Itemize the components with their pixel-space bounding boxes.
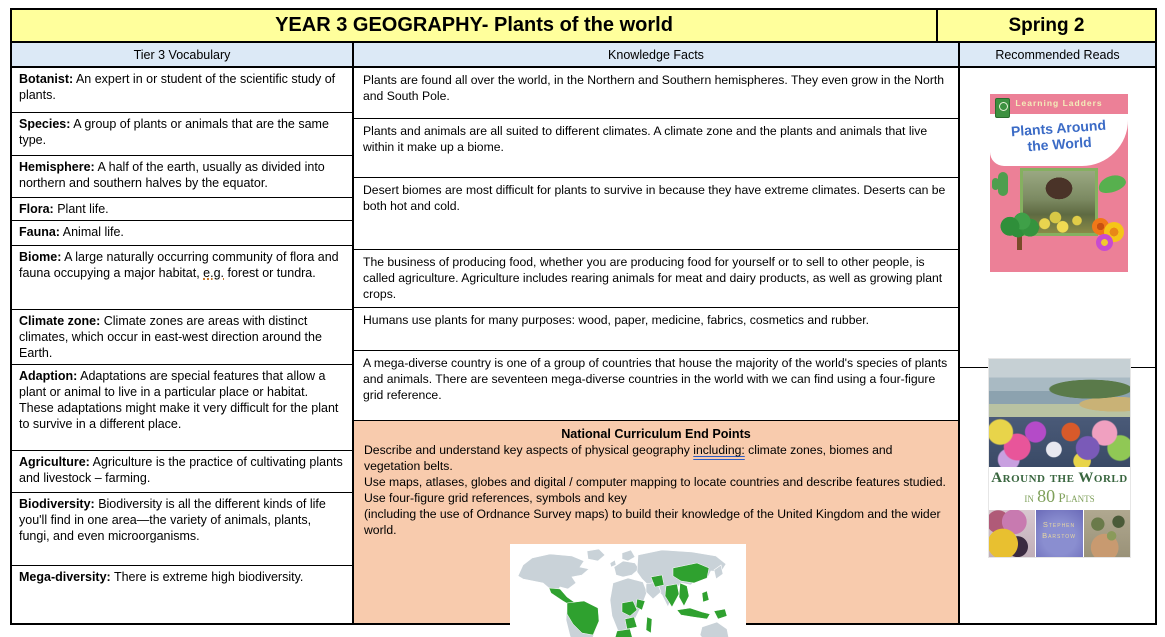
book-cover-plants-around-the-world xyxy=(990,94,1128,272)
vocab-term: Biome: xyxy=(19,250,62,264)
book2-title2-post: Plants xyxy=(1055,489,1095,505)
fact-row: A mega-diverse country is one of a group of countries that house the majority of the world's species of plants and animals. There are seventeen mega-diverse countries in the world with we can find using a four-figure grid reference. xyxy=(354,351,958,421)
tree-icon xyxy=(1000,212,1040,238)
cactus-icon xyxy=(998,172,1008,196)
vocab-term: Flora: xyxy=(19,202,54,216)
vocab-row-botanist xyxy=(12,68,352,113)
vocab-term: Biodiversity: xyxy=(19,497,95,511)
national-curriculum-title: National Curriculum End Points xyxy=(561,427,751,441)
column-header-vocabulary: Tier 3 Vocabulary xyxy=(12,43,354,66)
vocab-row-hemisphere xyxy=(12,156,352,198)
curriculum-text: climate zones, biomes and vegetation belts. xyxy=(364,443,893,474)
column-header-row xyxy=(12,43,1155,68)
vocab-def: Adaptations are special features that allow a plant or animal to live in a particular place or habitat. These adaptations might make it very difficult for the plant to survive in a different place. xyxy=(19,369,339,431)
book-cover-around-the-world-in-80-plants xyxy=(989,359,1130,557)
curriculum-text: Describe and understand key aspects of physical geography xyxy=(364,443,694,458)
book-cell-1 xyxy=(960,68,1155,368)
vocab-term: Fauna: xyxy=(19,225,60,239)
world-map-svg xyxy=(510,544,746,637)
spellcheck-marked-text: e.g. xyxy=(203,265,225,280)
fact-row: The business of producing food, whether you are producing food for yourself or to sell to other people, is called agriculture. Agriculture includes rearing animals for meat and dairy products, as well as growing plant crops. xyxy=(354,250,958,308)
leaf-icon xyxy=(1096,172,1128,196)
vocab-row-mega-diversity xyxy=(12,566,352,623)
vocab-row-fauna xyxy=(12,221,352,246)
vocab-term: Hemisphere: xyxy=(19,160,95,174)
book2-photo-strip xyxy=(989,510,1130,557)
vocab-def: forest or tundra. xyxy=(224,265,316,280)
vocab-def: Animal life. xyxy=(59,225,124,239)
book2-title-line1: Around the World xyxy=(991,470,1128,486)
learning-ladders-logo-icon xyxy=(995,98,1010,118)
vocab-def: There is extreme high biodiversity. xyxy=(110,570,304,584)
fact-row: Plants and animals are all suited to different climates. A climate zone and the plants and animals that live within it make up a biome. xyxy=(354,119,958,178)
knowledge-facts-column xyxy=(354,68,960,623)
vocab-def: An expert in or student of the scientific study of plants. xyxy=(19,72,336,102)
vocab-row-flora xyxy=(12,198,352,221)
curriculum-point: Use four-figure grid references, symbols and key xyxy=(364,491,627,506)
column-header-recommended-reads: Recommended Reads xyxy=(995,47,1120,62)
book2-author-line1: Stephen xyxy=(1042,520,1076,529)
header-row xyxy=(12,10,1155,43)
vocab-term: Mega-diversity: xyxy=(19,570,111,584)
book2-author-line2: Barstow xyxy=(1042,531,1076,541)
purple-flower-icon xyxy=(1096,234,1113,251)
vocab-term: Adaption: xyxy=(19,369,78,383)
term-label: Spring 2 xyxy=(1008,14,1085,36)
curriculum-point: (including the use of Ordnance Survey maps) to build their knowledge of the United Kingdom and the wider world. xyxy=(364,507,941,538)
book2-photo-greens-board xyxy=(1084,510,1130,557)
curriculum-point: Use maps, atlases, globes and digital / computer mapping to locate countries and describe features studied. xyxy=(364,475,946,490)
vocab-def: Plant life. xyxy=(53,202,109,216)
fact-row: Desert biomes are most difficult for plants to survive in because they have extreme climates. Deserts can be both hot and cold. xyxy=(354,178,958,250)
book2-title2-number: 80 xyxy=(1037,485,1056,506)
page-title-cell xyxy=(12,10,938,41)
fact-row: Humans use plants for many purposes: wood, paper, medicine, fabrics, cosmetics and rubber. xyxy=(354,308,958,351)
vocab-row-biodiversity xyxy=(12,493,352,566)
vocab-term: Botanist: xyxy=(19,72,74,86)
vocab-row-climate-zone xyxy=(12,310,352,365)
book-cell-2 xyxy=(960,368,1155,623)
book2-flower-salad-photo xyxy=(989,417,1130,467)
page-title: YEAR 3 GEOGRAPHY- Plants of the world xyxy=(275,14,673,36)
book2-photo-purple-flower xyxy=(1036,510,1082,557)
vocab-row-agriculture xyxy=(12,451,352,493)
vocab-term: Agriculture: xyxy=(19,455,90,469)
book2-photo-bowls xyxy=(989,510,1035,557)
vocab-def: A large naturally occurring community of flora and fauna occupying a major habitat, xyxy=(19,250,339,280)
grammar-marked-text: including: xyxy=(693,443,745,458)
vocab-def: A half of the earth, usually as divided into northern and southern halves by the equator. xyxy=(19,160,325,190)
vocab-def: Agriculture is the practice of cultivating plants and livestock – farming. xyxy=(19,455,343,485)
book2-landscape-photo xyxy=(989,359,1130,417)
vocab-term: Climate zone: xyxy=(19,314,101,328)
book2-title-line2 xyxy=(989,487,1130,505)
book1-header-band xyxy=(990,94,1128,116)
mega-diverse-countries-world-map xyxy=(510,544,746,637)
book2-title-area xyxy=(989,467,1130,510)
vocab-row-adaption xyxy=(12,365,352,451)
vocab-term: Species: xyxy=(19,117,71,131)
book1-title-line2: the World xyxy=(1026,133,1093,155)
book1-series-label: Learning Ladders xyxy=(1015,98,1103,108)
knowledge-organiser-table xyxy=(10,8,1157,625)
column-header-knowledge-facts: Knowledge Facts xyxy=(354,43,960,66)
book2-title2-pre: in xyxy=(1024,489,1038,505)
recommended-reads-column xyxy=(960,68,1155,623)
vocab-def: A group of plants or animals that are the same type. xyxy=(19,117,329,147)
curriculum-point xyxy=(364,443,948,475)
vocab-def: Climate zones are areas with distinct climates, which occur in east-west direction around the Earth. xyxy=(19,314,322,360)
vocabulary-column xyxy=(12,68,354,623)
fact-row: Plants are found all over the world, in the Northern and Southern hemispheres. They even grow in the North and South Pole. xyxy=(354,68,958,119)
table-body xyxy=(12,68,1155,623)
vocab-def: Biodiversity is all the different kinds of life you'll find in one area—the variety of animals, plants, fungi, and even microorganisms. xyxy=(19,497,326,543)
book1-title-line1: Plants Around xyxy=(1010,116,1107,140)
vocab-row-biome xyxy=(12,246,352,310)
term-cell xyxy=(938,10,1155,41)
vocab-row-species xyxy=(12,113,352,156)
book2-author xyxy=(1036,519,1081,542)
